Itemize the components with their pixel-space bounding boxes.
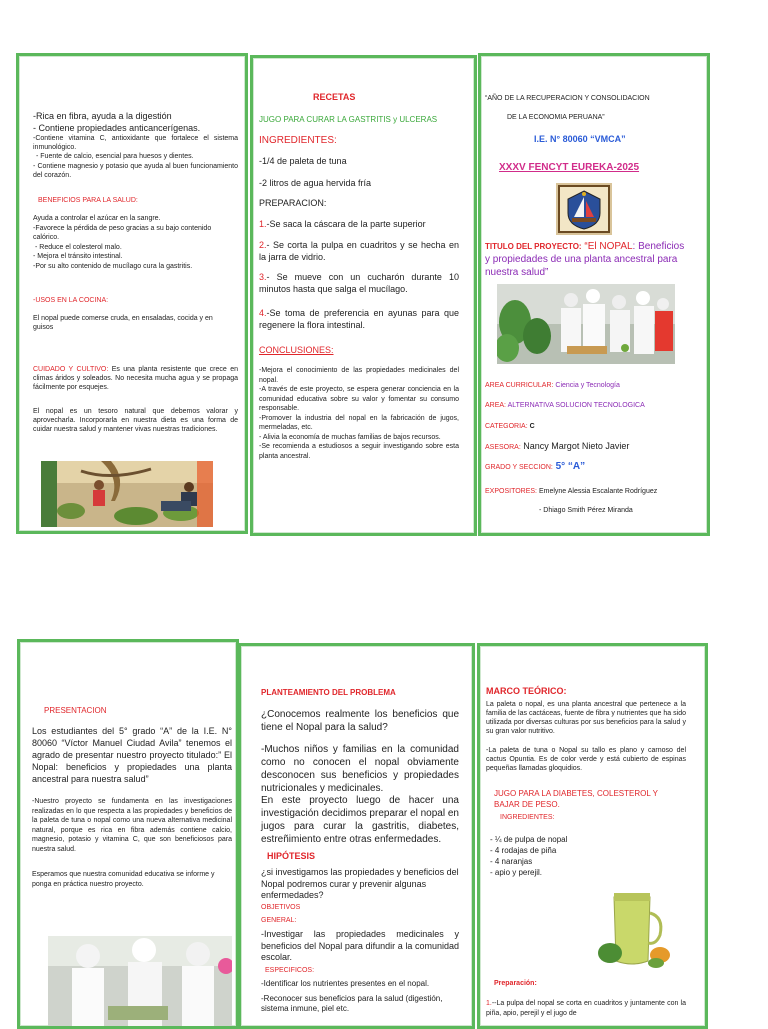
ingredient-item: -1/4 de paleta de tuna [259, 156, 347, 166]
project-title-part-a: “El NOPAL [581, 241, 633, 252]
step-text: -Se saca la cáscara de la parte superior [266, 219, 426, 229]
conclusion-item: - Alivia la economía de muchas familias de bajos recursos. [259, 433, 441, 441]
specific-item: -Identificar los nutrientes presentes en el nopal. [261, 979, 430, 988]
problem-question: ¿Conocemos realmente los beneficios que tiene el Nopal para la salud? [261, 709, 459, 733]
problem-para-1: -Muchos niños y familias en la comunidad como no conocen el nopal obviamente desconocen sus beneficios y propiedades nutricionales y medicinales. [261, 744, 459, 794]
problem-title: PLANTEAMIENTO DEL PROBLEMA [261, 688, 396, 697]
prep-title-2: Preparación: [494, 980, 537, 987]
area-label: AREA: [485, 402, 507, 409]
project-title [485, 240, 690, 279]
exhibitor-2: - Dhiago Smith Pérez Miranda [539, 507, 633, 514]
kitchen-title: -USOS EN LA COCINA: [33, 297, 109, 304]
theory-para-1: La paleta o nopal, es una planta ancestral que pertenece a la familia de las cactáceas, fuente de fibra y nutrientes que ha sido utilizada por diversas culturas por sus beneficios para la salud y su gran valor nutritivo. [486, 701, 686, 735]
problem-para-2: En este proyecto luego de hacer una investigación decidimos preparar el nopal en jugos para curar la gastritis, diabetes, estreñimiento entre otras enfermedades. [261, 795, 459, 845]
prep-step [259, 272, 459, 295]
kitchen-text: El nopal puede comerse cruda, en ensaladas, cocida y en guisos [33, 315, 213, 331]
panel-recipes [250, 55, 477, 536]
area-curricular [485, 381, 620, 390]
prep-step [259, 308, 459, 331]
presentation-title: PRESENTACION [44, 706, 107, 715]
grade [485, 462, 585, 473]
benefit-item: Ayuda a controlar el azúcar en la sangre. [33, 215, 161, 222]
exhibitor-1: Emelyne Alessia Escalante Rodríguez [537, 488, 658, 495]
area [485, 401, 645, 410]
theory-para-2: -La paleta de tuna o Nopal su tallo es plano y carnoso del cactus Opuntia. Es de color verde y está cubierto de espinas pequeñas llamadas gloquidios. [486, 747, 686, 772]
prep-step-text: --La pulpa del nopal se corta en cuadritos y juntamente con la piña, apio, perejil y el jugo de [486, 1000, 686, 1017]
step-number: 4. [259, 308, 267, 318]
advisor-label: ASESORA: [485, 444, 521, 451]
presentation-para-2: -Nuestro proyecto se fundamenta en las investigaciones realizadas en lo que respecta a las propiedades y beneficios de la paleta de tuna o nopal como una nueva alternativa medicinal natural, porque es rica en fibra además contiene calcio, magnesio, potasio y vitamina C, que son beneficiosos para nuestra salud. [32, 798, 232, 853]
care-title: CUIDADO Y CULTIVO: [33, 366, 109, 373]
year-line-1: “AÑO DE LA RECUPERACION Y CONSOLIDACION [485, 95, 650, 102]
hypothesis-text: ¿si investigamos las propiedades y beneficios del Nopal podremos curar y prevenir algunas enfermedades? [261, 867, 459, 900]
specific-title: ESPECIFICOS: [265, 967, 315, 974]
project-title-part-b: : Beneficios y propiedades de una planta ancestral para nuestra salud” [485, 241, 685, 278]
panel-cover [478, 53, 710, 536]
juice-ingredients-list [490, 834, 567, 878]
intro-item: -Contiene vitamina C, antioxidante que fortalece el sistema inmunológico. [33, 135, 238, 151]
juice-ingredient: - 4 rodajas de piña [490, 846, 557, 855]
project-label: TITULO DEL PROYECTO: [485, 242, 582, 251]
ingredients-title: INGREDIENTES: [259, 135, 337, 146]
conclusion-item: -Se recomienda a estudiosos a seguir investigando sobre esta planta ancestral. [259, 443, 459, 460]
conclusions-list [259, 366, 459, 461]
panel-presentation [17, 639, 239, 1029]
care-text: Es una planta resistente que crece en climas áridos y soleados. No necesita mucha agua y se propaga fácilmente por esquejes. [33, 366, 238, 391]
intro-item: -Rica en fibra, ayuda a la digestión [33, 111, 172, 121]
hypothesis-title: HIPÓTESIS [267, 851, 316, 861]
prep-title: PREPARACION: [259, 198, 327, 208]
exhibitors [485, 487, 657, 496]
panel-problem [238, 643, 475, 1029]
benefit-item: -Por su alto contenido de mucílago cura la gastritis. [33, 262, 193, 270]
benefit-item: - Reduce el colesterol malo. [35, 243, 122, 251]
juice-ingredient: - 4 naranjas [490, 857, 533, 866]
benefit-item: - Mejora el tránsito intestinal. [33, 253, 123, 260]
specific-item: -Reconocer sus beneficios para la salud (digestión, sistema inmune, piel etc. [261, 994, 443, 1013]
objectives-title: OBJETIVOS [261, 904, 301, 911]
juice-ingredients-title: INGREDIENTES: [500, 814, 555, 821]
prep-step [259, 240, 459, 263]
step-text: - Se mueve con un cucharón durante 10 minutos hasta que salga el mucílago. [259, 272, 459, 294]
garden-photo [41, 461, 213, 527]
panel-benefits [16, 53, 248, 534]
presentation-para-1: Los estudiantes del 5° grado “A” de la I.E. N° 80060 “Víctor Manuel Ciudad Avila” tenemos el agrado de presentar nuestro proyecto titulado:” El Nopal: beneficios y propiedades una planta ancestral para nuestra salud” [32, 726, 232, 784]
step-number: 3. [259, 272, 267, 282]
recipe-subtitle: JUGO PARA CURAR LA GASTRITIS y ULCERAS [259, 115, 438, 124]
juice-ingredient: - apio y perejil. [490, 868, 543, 877]
advisor-value: Nancy Margot Nieto Javier [520, 441, 630, 451]
grade-value: 5° “A” [552, 461, 586, 472]
category-value: C [527, 423, 535, 430]
intro-list [33, 110, 238, 180]
area-value: ALTERNATIVA SOLUCION TECNOLOGICA [506, 402, 645, 409]
presentation-para-3: Esperamos que nuestra comunidad educativa se informe y ponga en práctica nuestro proyecto. [32, 871, 215, 888]
conclusion-item: -A través de este proyecto, se espera generar conciencia en la comunidad educativa sobre su valor y fomentar su consumo responsable. [259, 386, 459, 412]
general-text: -Investigar las propiedades medicinales y beneficios del Nopal para difundir a la comunidad escolar. [261, 929, 459, 962]
step-text: - Se corta la pulpa en cuadritos y se hecha en la jarra de vidrio. [259, 240, 459, 262]
juice-ingredient: - ¼ de pulpa de nopal [490, 835, 568, 844]
conclusions-title: CONCLUSIONES: [259, 345, 334, 355]
juice-title: JUGO PARA LA DIABETES, COLESTEROL Y BAJAR DE PESO. [494, 789, 658, 809]
category [485, 422, 535, 431]
general-title: GENERAL: [261, 917, 297, 924]
closing-text: El nopal es un tesoro natural que debemos valorar y aprovecharla. Incorporarla en nuestra dieta es una forma de cuidar nuestra salud y mantener vivas nuestras tradiciones. [33, 408, 238, 433]
conclusion-item: -Mejora el conocimiento de las propiedades medicinales del nopal. [259, 367, 459, 384]
prep-text-2 [486, 999, 686, 1019]
exhibitors-label: EXPOSITORES: [485, 488, 537, 495]
school-emblem [556, 183, 612, 235]
prep-number: 1. [486, 1000, 492, 1007]
prep-step [259, 219, 459, 231]
area-curricular-label: AREA CURRICULAR: [485, 382, 554, 389]
panel-theory [477, 643, 708, 1029]
intro-item: - Fuente de calcio, esencial para huesos y dientes. [36, 153, 194, 160]
juice-photo [596, 883, 672, 969]
students-photo [497, 284, 675, 364]
intro-item: - Contiene propiedades anticancerígenas. [33, 123, 201, 133]
care-paragraph [33, 365, 238, 392]
intro-item: - Contiene magnesio y potasio que ayuda al buen funcionamiento del corazón. [33, 163, 238, 179]
step-number: 2. [259, 240, 267, 250]
category-label: CATEGORIA: [485, 423, 528, 430]
fair-title: XXXV FENCYT EUREKA-2025 [499, 162, 640, 173]
school-name: I.E. N° 80060 “VMCA” [534, 134, 626, 144]
kitchen-photo [48, 936, 232, 1029]
area-curricular-value: Ciencia y Tecnología [553, 382, 620, 389]
conclusion-item: -Promover la industria del nopal en la fabricación de jugos, mermeladas, etc. [259, 414, 459, 431]
grade-label: GRADO Y SECCION: [485, 464, 553, 471]
step-number: 1. [259, 219, 267, 229]
benefits-title: BENEFICIOS PARA LA SALUD: [38, 197, 138, 204]
year-line-2: DE LA ECONOMIA PERUANA” [507, 114, 605, 121]
ingredient-item: -2 litros de agua hervida fría [259, 178, 372, 188]
benefit-item: -Favorece la pérdida de peso gracias a su bajo contenido calórico. [33, 224, 212, 241]
advisor [485, 441, 629, 453]
theory-title: MARCO TEÓRICO: [486, 686, 567, 696]
benefits-list [33, 214, 238, 271]
step-text: -Se toma de preferencia en ayunas para que regenere la flora intestinal. [259, 308, 459, 330]
recipes-title: RECETAS [313, 92, 356, 102]
